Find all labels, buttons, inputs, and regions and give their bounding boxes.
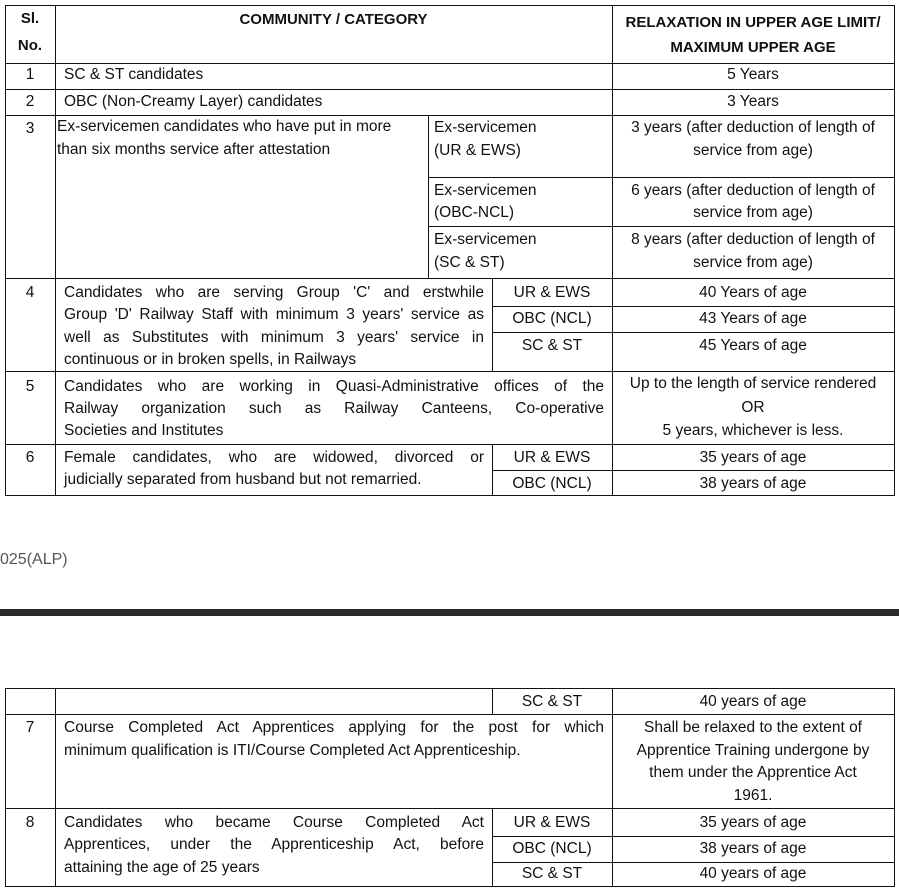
row-6-relax-1: 35 years of age	[699, 449, 807, 466]
row-7-relax-2: Apprentice Training undergone by	[636, 742, 870, 759]
row-7-category: Course Completed Act Apprentices applying for the post for which	[64, 719, 604, 736]
row-7-relax: Shall be relaxed to the extent of	[643, 719, 862, 736]
row-8-relax-2: 38 years of age	[699, 840, 807, 857]
table-border	[428, 226, 894, 227]
cont-row-relax: 40 years of age	[699, 693, 807, 710]
row-5-relax: Up to the length of service rendered	[629, 375, 877, 392]
row-5-category-3: Societies and Institutes	[64, 422, 224, 439]
row-7-relax-4: 1961.	[733, 787, 773, 804]
row-3-category-2: than six months service after attestation	[57, 141, 331, 158]
row-1-category: SC & ST candidates	[64, 66, 204, 83]
table-border	[492, 836, 894, 837]
row-3-relax-1: 3 years (after deduction of length of	[631, 119, 875, 136]
table-border	[894, 688, 895, 887]
row-8-sub-1: UR & EWS	[513, 814, 591, 831]
header-community: COMMUNITY / CATEGORY	[239, 11, 428, 28]
table-border	[492, 332, 894, 333]
table-border	[5, 808, 894, 809]
table-border	[5, 89, 894, 90]
row-2-relaxation: 3 Years	[727, 93, 779, 110]
row-3-sub-2-2: (OBC-NCL)	[434, 204, 515, 221]
table-border	[5, 688, 894, 689]
row-6-sub-1: UR & EWS	[513, 449, 591, 466]
header-no: No.	[17, 37, 43, 54]
row-3-category: Ex-servicemen candidates who have put in more	[57, 118, 392, 135]
row-6-category: Female candidates, who are widowed, divorced or	[64, 449, 484, 466]
table-border	[55, 688, 56, 887]
row-6-category-2: judicially separated from husband but not remarried.	[64, 471, 422, 488]
cont-row-sub: SC & ST	[521, 693, 583, 710]
row-3-sub-1-2: (UR & EWS)	[434, 142, 521, 159]
row-4-relax-2: 43 Years of age	[699, 310, 807, 327]
row-8-category-3: attaining the age of 25 years	[64, 859, 260, 876]
page-footer-fragment: 025(ALP)	[0, 551, 68, 568]
row-2-category: OBC (Non-Creamy Layer) candidates	[64, 93, 323, 110]
row-5-relax-or: OR	[741, 399, 765, 416]
header-relaxation: RELAXATION IN UPPER AGE LIMIT/	[625, 14, 881, 31]
row-3-relax-2: 6 years (after deduction of length of	[631, 182, 875, 199]
row-5-relax-3: 5 years, whichever is less.	[662, 422, 844, 439]
row-8-category-2: Apprentices, under the Apprenticeship Act, before	[64, 836, 484, 853]
row-1-relaxation: 5 Years	[727, 66, 779, 83]
row-5-category: Candidates who are working in Quasi-Administrative offices of the	[64, 378, 604, 395]
row-8-relax-1: 35 years of age	[699, 814, 807, 831]
row-4-sub-1: UR & EWS	[513, 284, 591, 301]
header-relaxation-2: MAXIMUM UPPER AGE	[670, 39, 836, 56]
row-8-sub-3: SC & ST	[521, 865, 583, 882]
row-4-relax-1: 40 Years of age	[699, 284, 807, 301]
row-7-sl: 7	[25, 719, 35, 736]
table-border	[428, 177, 894, 178]
table-border	[5, 5, 894, 6]
row-8-sl: 8	[25, 814, 35, 831]
row-7-relax-3: them under the Apprentice Act	[649, 764, 857, 781]
row-4-category-2: Group 'D' Railway Staff with minimum 3 years' service as	[64, 306, 484, 323]
row-4-category: Candidates who are serving Group 'C' and erstwhile	[64, 284, 484, 301]
header-sl: Sl.	[20, 10, 40, 27]
row-6-relax-2: 38 years of age	[699, 475, 807, 492]
table-border	[492, 306, 894, 307]
row-7-category-2: minimum qualification is ITI/Course Completed Act Apprenticeship.	[64, 742, 521, 759]
row-4-sub-2: OBC (NCL)	[512, 310, 592, 327]
row-3-sl: 3	[25, 120, 35, 137]
row-8-sub-2: OBC (NCL)	[512, 840, 592, 857]
row-1-sl: 1	[25, 66, 35, 83]
table-border	[5, 886, 894, 887]
row-4-sub-3: SC & ST	[521, 337, 583, 354]
row-4-category-4: continuous or in broken spells, in Railways	[64, 351, 357, 368]
row-2-sl: 2	[25, 93, 35, 110]
row-6-sl: 6	[25, 449, 35, 466]
row-3-relax-3-2: service from age)	[693, 254, 813, 271]
row-3-relax-2-2: service from age)	[693, 204, 813, 221]
row-8-category: Candidates who became Course Completed Act	[64, 814, 484, 831]
table-border	[5, 444, 894, 445]
table-border	[5, 278, 894, 279]
row-8-relax-3: 40 years of age	[699, 865, 807, 882]
row-3-relax-1-2: service from age)	[693, 142, 813, 159]
page-divider	[0, 609, 899, 616]
row-4-relax-3: 45 Years of age	[699, 337, 807, 354]
table-border	[492, 470, 894, 471]
row-3-sub-3-2: (SC & ST)	[434, 254, 505, 271]
row-5-category-2: Railway organization such as Railway Canteens, Co-operative	[64, 400, 604, 417]
row-3-sub-3: Ex-servicemen	[434, 231, 537, 248]
table-border	[894, 5, 895, 496]
row-3-relax-3: 8 years (after deduction of length of	[631, 231, 875, 248]
row-3-sub-1: Ex-servicemen	[434, 119, 537, 136]
row-6-sub-2: OBC (NCL)	[512, 475, 592, 492]
table-border	[55, 5, 56, 496]
table-border	[428, 115, 429, 279]
row-3-sub-2: Ex-servicemen	[434, 182, 537, 199]
table-border	[5, 714, 894, 715]
row-4-sl: 4	[25, 284, 35, 301]
row-4-category-3: well as Substitutes with minimum 3 years' service in	[64, 329, 484, 346]
row-5-sl: 5	[25, 378, 35, 395]
